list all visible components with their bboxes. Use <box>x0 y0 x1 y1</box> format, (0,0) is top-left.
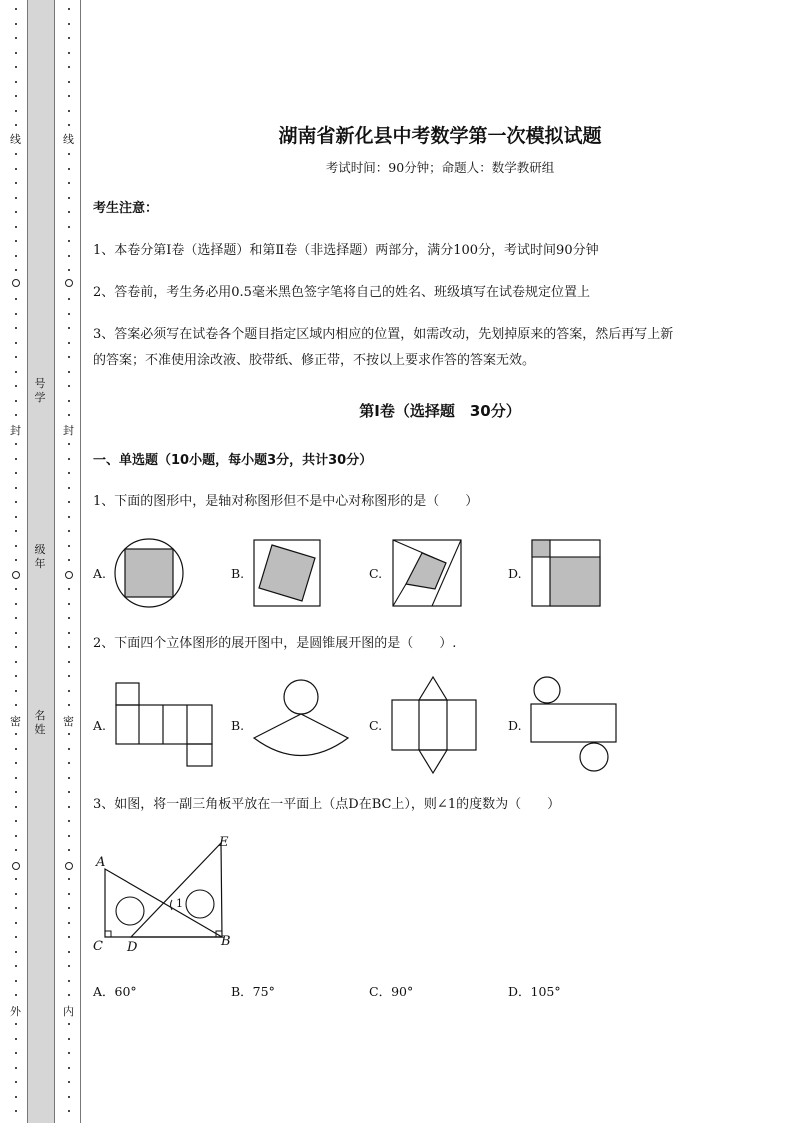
margin-dot <box>68 458 70 460</box>
margin-dot <box>68 182 70 184</box>
margin-dot <box>68 211 70 213</box>
margin-dot <box>15 951 17 953</box>
q2-figure-d-cylinder-net <box>530 676 618 772</box>
margin-dot <box>68 487 70 489</box>
margin-dot <box>15 313 17 315</box>
margin-dot <box>68 255 70 257</box>
margin-dot <box>15 472 17 474</box>
margin-dot <box>68 414 70 416</box>
margin-dot <box>68 530 70 532</box>
q1-option-b-label: B. <box>231 566 245 581</box>
q3-triangle-figure <box>90 833 240 957</box>
margin-binding-circle <box>65 279 73 287</box>
margin-dot <box>68 95 70 97</box>
margin-dot <box>68 124 70 126</box>
q2-option-c-label: C. <box>369 718 383 733</box>
margin-dot <box>68 153 70 155</box>
margin-field-class: 级 年 <box>34 543 46 570</box>
margin-dot <box>15 704 17 706</box>
margin-dot <box>68 878 70 880</box>
margin-dot <box>68 646 70 648</box>
margin-dot <box>15 559 17 561</box>
margin-dot <box>68 52 70 54</box>
margin-mark-outer-1: 线 <box>10 133 21 146</box>
margin-dot <box>15 52 17 54</box>
margin-dot <box>68 748 70 750</box>
q1-figure-b <box>253 539 321 607</box>
margin-dot <box>15 197 17 199</box>
q3-option-c: C．90° <box>369 984 414 999</box>
margin-mark-outer-4: 外 <box>10 1005 21 1018</box>
margin-dot <box>15 342 17 344</box>
margin-mark-inner-2: 封 <box>63 424 74 437</box>
question-2-stem: 2、下面四个立体图形的展开图中，是圆锥展开图的是（ ）. <box>93 636 457 651</box>
q3-point-e: E <box>219 835 229 850</box>
page-title: 湖南省新化县中考数学第一次模拟试题 <box>278 125 602 147</box>
notice-item-1: 1、本卷分第Ⅰ卷（选择题）和第Ⅱ卷（非选择题）两部分，满分100分，考试时间90分钟 <box>93 243 599 258</box>
margin-dot <box>15 110 17 112</box>
section-title: 第Ⅰ卷（选择题 30分） <box>359 402 521 420</box>
notice-item-3: 3、答案必须写在试卷各个题目指定区域内相应的位置，如需改动，先划掉原来的答案，然后再写上新 <box>93 327 674 342</box>
margin-dot <box>15 748 17 750</box>
margin-binding-circle <box>12 571 20 579</box>
margin-dot <box>68 327 70 329</box>
margin-dot <box>68 1081 70 1083</box>
margin-dot <box>68 168 70 170</box>
margin-dot <box>68 81 70 83</box>
margin-dot <box>15 936 17 938</box>
margin-dot <box>68 893 70 895</box>
q2-option-a-label: A. <box>93 718 107 733</box>
margin-binding-circle <box>12 279 20 287</box>
margin-dot <box>15 516 17 518</box>
margin-dot <box>68 23 70 25</box>
margin-dot <box>68 922 70 924</box>
margin-dot <box>68 617 70 619</box>
margin-dot <box>15 37 17 39</box>
margin-dot <box>15 922 17 924</box>
margin-dot <box>15 168 17 170</box>
margin-dot <box>15 458 17 460</box>
margin-dot <box>15 806 17 808</box>
q3-point-a: A <box>96 855 106 870</box>
margin-dot <box>68 661 70 663</box>
margin-dot <box>15 298 17 300</box>
question-3-stem: 3、如图，将一副三角板平放在一平面上（点D在BC上），则∠1的度数为（ ） <box>93 797 561 812</box>
q2-figure-c-prism-net <box>391 676 477 774</box>
margin-dot <box>15 762 17 764</box>
q1-option-a-label: A. <box>93 566 107 581</box>
margin-dot <box>68 559 70 561</box>
margin-dot <box>68 951 70 953</box>
margin-dot <box>68 313 70 315</box>
margin-dot <box>15 733 17 735</box>
margin-dot <box>15 820 17 822</box>
margin-dot <box>68 632 70 634</box>
margin-dot <box>68 516 70 518</box>
margin-dot <box>15 255 17 257</box>
margin-dot <box>68 356 70 358</box>
margin-dot <box>15 1081 17 1083</box>
margin-dot <box>68 1038 70 1040</box>
margin-dot <box>15 1023 17 1025</box>
margin-dot <box>15 327 17 329</box>
margin-dot <box>68 675 70 677</box>
margin-dot <box>68 443 70 445</box>
margin-binding-circle <box>65 571 73 579</box>
margin-dot <box>68 704 70 706</box>
margin-dot <box>15 269 17 271</box>
margin-dot <box>68 980 70 982</box>
margin-dot <box>15 835 17 837</box>
margin-dot <box>15 1038 17 1040</box>
margin-dot <box>15 95 17 97</box>
margin-dot <box>15 501 17 503</box>
margin-dot <box>68 936 70 938</box>
margin-dot <box>68 603 70 605</box>
margin-dot <box>68 762 70 764</box>
question-1-stem: 1、下面的图形中，是轴对称图形但不是中心对称图形的是（ ） <box>93 494 479 509</box>
margin-dot <box>15 385 17 387</box>
q3-option-d: D．105° <box>508 984 561 999</box>
margin-dot <box>15 849 17 851</box>
margin-field-student-id: 号 学 <box>34 377 46 404</box>
q1-option-c-label: C. <box>369 566 383 581</box>
notice-item-3-cont: 的答案；不准使用涂改液、胶带纸、修正带，不按以上要求作答的答案无效。 <box>93 353 536 368</box>
margin-dot <box>68 1023 70 1025</box>
margin-dot <box>68 501 70 503</box>
margin-mark-outer-3: 密 <box>10 715 21 728</box>
margin-mark-inner-3: 密 <box>63 715 74 728</box>
margin-dot <box>15 356 17 358</box>
margin-dot <box>68 820 70 822</box>
q2-figure-a-cube-net <box>115 682 213 768</box>
margin-dot <box>15 487 17 489</box>
margin-dot <box>15 675 17 677</box>
margin-mark-inner-1: 线 <box>63 133 74 146</box>
margin-dot <box>15 878 17 880</box>
margin-binding-circle <box>65 862 73 870</box>
margin-dot <box>15 8 17 10</box>
margin-dot <box>68 298 70 300</box>
margin-binding-circle <box>12 862 20 870</box>
margin-dot <box>68 733 70 735</box>
margin-dot <box>68 8 70 10</box>
q1-figure-d <box>531 539 601 607</box>
margin-dot <box>15 414 17 416</box>
margin-dot <box>68 588 70 590</box>
q2-figure-b-cone-net <box>252 679 350 753</box>
margin-dot <box>68 1110 70 1112</box>
q1-figure-c <box>392 539 462 607</box>
margin-dot <box>15 240 17 242</box>
margin-dot <box>15 690 17 692</box>
margin-dot <box>68 226 70 228</box>
margin-dot <box>15 1052 17 1054</box>
margin-dot <box>68 269 70 271</box>
margin-dot <box>15 907 17 909</box>
margin-dot <box>15 617 17 619</box>
margin-dot <box>15 530 17 532</box>
q3-point-b: B <box>221 934 231 949</box>
margin-dot <box>68 835 70 837</box>
margin-dot <box>68 1067 70 1069</box>
margin-dot <box>15 980 17 982</box>
q1-option-d-label: D. <box>508 566 522 581</box>
margin-dot <box>15 400 17 402</box>
margin-field-name: 名 姓 <box>34 709 46 736</box>
margin-dot <box>68 545 70 547</box>
margin-dot <box>15 1096 17 1098</box>
margin-dot <box>15 1110 17 1112</box>
margin-dot <box>68 371 70 373</box>
margin-dot <box>68 994 70 996</box>
q2-option-b-label: B. <box>231 718 245 733</box>
margin-dot <box>15 632 17 634</box>
margin-dot <box>68 197 70 199</box>
margin-dot <box>68 342 70 344</box>
margin-dot <box>68 110 70 112</box>
exam-subtitle: 考试时间：90分钟；命题人：数学教研组 <box>325 160 555 175</box>
margin-dot <box>68 690 70 692</box>
margin-dot <box>15 1067 17 1069</box>
margin-dot <box>15 893 17 895</box>
margin-dot <box>68 849 70 851</box>
margin-dot <box>68 791 70 793</box>
margin-dot <box>15 66 17 68</box>
margin-dot <box>15 791 17 793</box>
margin-dot <box>15 588 17 590</box>
margin-dot <box>68 806 70 808</box>
margin-dot <box>68 907 70 909</box>
margin-dot <box>15 211 17 213</box>
margin-dot <box>15 23 17 25</box>
margin-dot <box>68 385 70 387</box>
margin-dot <box>15 182 17 184</box>
margin-dot <box>68 66 70 68</box>
margin-dot <box>68 777 70 779</box>
margin-dot <box>15 545 17 547</box>
margin-dot <box>15 124 17 126</box>
q2-option-d-label: D. <box>508 718 522 733</box>
margin-dot <box>15 371 17 373</box>
margin-dot <box>68 240 70 242</box>
margin-dot <box>68 472 70 474</box>
margin-dot <box>68 965 70 967</box>
q3-option-a: A．60° <box>93 984 137 999</box>
margin-dot <box>68 400 70 402</box>
margin-dot <box>15 965 17 967</box>
margin-mark-inner-4: 内 <box>63 1005 74 1018</box>
q3-point-c: C <box>93 939 103 954</box>
margin-dot <box>68 1096 70 1098</box>
margin-dot <box>15 443 17 445</box>
margin-dot <box>15 646 17 648</box>
margin-dot <box>15 661 17 663</box>
margin-dot <box>15 777 17 779</box>
margin-dot <box>15 81 17 83</box>
q1-figure-a <box>113 537 185 609</box>
q3-angle-1-label: 1 <box>176 897 183 910</box>
q3-point-d: D <box>127 940 138 955</box>
margin-dot <box>68 37 70 39</box>
margin-dot <box>15 603 17 605</box>
part-heading: 一、单选题（10小题，每小题3分，共计30分） <box>93 453 373 468</box>
margin-dot <box>15 994 17 996</box>
margin-dot <box>68 1052 70 1054</box>
notice-item-2: 2、答卷前，考生务必用0.5毫米黑色签字笔将自己的姓名、班级填写在试卷规定位置上 <box>93 285 590 300</box>
margin-mark-outer-2: 封 <box>10 424 21 437</box>
margin-dot <box>15 226 17 228</box>
notice-heading: 考生注意： <box>93 201 159 216</box>
margin-dot <box>15 153 17 155</box>
q3-option-b: B．75° <box>231 984 275 999</box>
